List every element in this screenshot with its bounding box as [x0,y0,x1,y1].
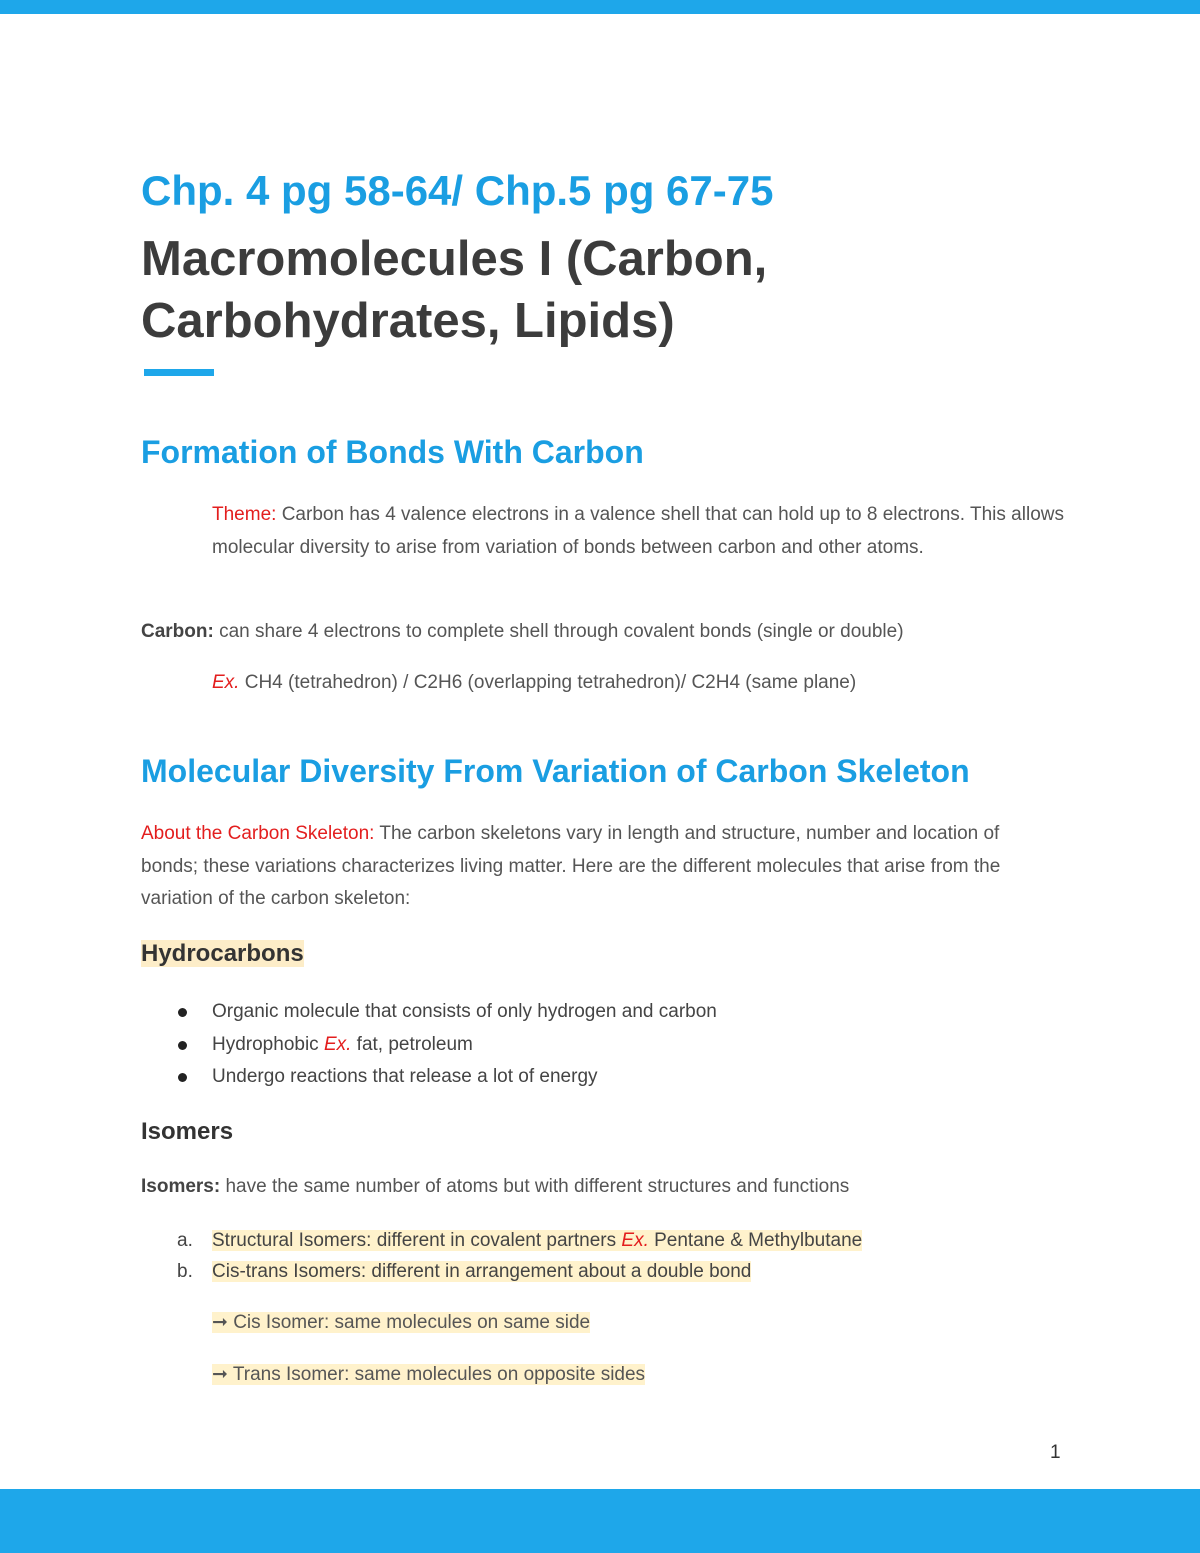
list-item-text: Hydrophobic [212,1033,324,1055]
cis-isomer-text: ➞ Cis Isomer: same molecules on same side [212,1312,591,1333]
heading-isomers: Isomers [141,1118,234,1145]
hydrocarbons-heading-text: Hydrocarbons [141,940,304,967]
theme-text: Carbon has 4 valence electrons in a valence shell that can hold up to 8 electrons. This allows molecular diversity to arise from variation of bonds between carbon and other atoms. [212,504,1064,558]
example-label: Ex. [212,672,240,693]
list-marker: b. [177,1261,193,1282]
title-underline [144,369,214,376]
cis-trans-isomers-item: Cis-trans Isomers: different in arrangement about a double bond [212,1261,752,1282]
hydrocarbons-list [141,996,717,1094]
carbon-text: can share 4 electrons to complete shell through covalent bonds (single or double) [213,621,904,642]
heading-formation-of-bonds: Formation of Bonds With Carbon [141,434,644,470]
list-item [141,996,717,1029]
list-marker: a. [177,1230,193,1251]
heading-molecular-diversity: Molecular Diversity From Variation of Carbon Skeleton [141,753,970,789]
list-item [141,1225,862,1256]
top-accent-bar [0,0,1200,14]
example-label: Ex. [323,1033,352,1055]
list-item-text: Pentane & Methylbutane [648,1230,863,1251]
about-skeleton-text: The carbon skeletons vary in length and structure, number and location of bonds; these variations characterizes living matter. Here are the different molecules that arise from the variation of the carbon skeleton: [141,823,1001,909]
chapter-pages-subtitle: Chp. 4 pg 58-64/ Chp.5 pg 67-75 [141,167,774,214]
heading-hydrocarbons [141,938,304,970]
list-item-text: Structural Isomers: different in covalent partners [212,1230,622,1251]
bullet-icon [178,1008,187,1017]
document-title: Macromolecules I (Carbon, Carbohydrates, Lipids) [141,232,768,348]
example-label: Ex. [621,1230,649,1251]
bottom-accent-bar [0,1489,1200,1553]
carbon-skeleton-paragraph [141,818,1046,916]
theme-label: Theme: [212,504,277,525]
about-skeleton-label: About the Carbon Skeleton: [141,823,375,844]
bullet-icon [178,1041,187,1050]
carbon-example [212,667,856,700]
isomers-types-list [141,1225,862,1287]
cis-isomer-line [212,1307,590,1340]
bullet-icon [178,1073,187,1082]
carbon-label: Carbon: [141,621,214,642]
list-item-text: Organic molecule that consists of only hydrogen and carbon [212,1001,717,1022]
list-item [141,1256,862,1287]
example-text: CH4 (tetrahedron) / C2H6 (overlapping tetrahedron)/ C2H4 (same plane) [239,672,857,693]
carbon-paragraph [141,616,904,649]
isomers-text: have the same number of atoms but with different structures and functions [220,1176,850,1197]
trans-isomer-text: ➞ Trans Isomer: same molecules on opposite sides [212,1364,646,1385]
isomers-definition [141,1171,849,1204]
isomers-label: Isomers: [141,1176,221,1197]
list-item-text: fat, petroleum [351,1033,473,1055]
list-item [141,1061,717,1094]
list-item [141,1029,717,1062]
page-number: 1 [1050,1442,1061,1463]
theme-paragraph [212,499,1072,564]
trans-isomer-line [212,1359,645,1392]
list-item-text: Undergo reactions that release a lot of energy [212,1066,598,1087]
structural-isomers-item [212,1230,862,1251]
